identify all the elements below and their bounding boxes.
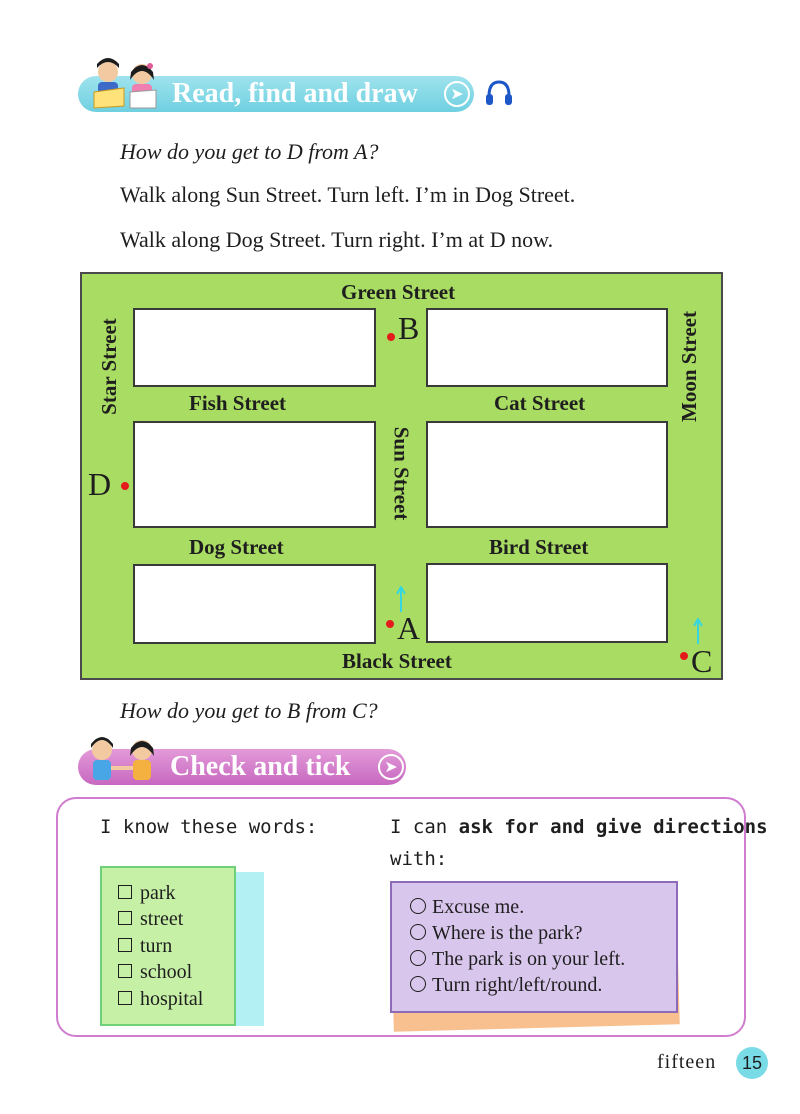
map-block — [426, 563, 668, 643]
point-a-dot — [386, 620, 394, 628]
phrase-item[interactable]: Where is the park? — [410, 922, 582, 945]
can-bold: ask for and give directions — [458, 816, 768, 838]
radio-circle[interactable] — [410, 950, 426, 966]
checkbox[interactable] — [118, 885, 132, 899]
street-label-sun: Sun Street — [389, 426, 414, 520]
checkbox[interactable] — [118, 991, 132, 1005]
point-c-label: C — [691, 643, 713, 679]
word-item[interactable]: hospital — [118, 988, 203, 1011]
phrase-item[interactable]: Excuse me. — [410, 896, 524, 919]
headphones-icon[interactable] — [484, 78, 514, 108]
radio-circle[interactable] — [410, 898, 426, 914]
word-item[interactable]: park — [118, 882, 176, 905]
arrow-up-icon — [693, 618, 703, 644]
street-label-moon: Moon Street — [676, 310, 701, 422]
word-item[interactable]: school — [118, 961, 192, 984]
word-item[interactable]: street — [118, 908, 183, 931]
map-block — [133, 564, 376, 644]
question-d-from-a: How do you get to D from A? — [120, 139, 379, 164]
words-heading: I know these words: — [100, 816, 318, 838]
phrase-item[interactable]: Turn right/left/round. — [410, 974, 602, 997]
word-item[interactable]: turn — [118, 935, 172, 958]
point-b-dot — [387, 333, 395, 341]
children-holding-hands-icon — [80, 736, 170, 792]
can-with: with: — [390, 848, 448, 870]
checkbox[interactable] — [118, 938, 132, 952]
street-label-black: Black Street — [342, 649, 452, 673]
page-word: fifteen — [657, 1051, 717, 1073]
point-d-dot — [121, 482, 129, 490]
play-arrow-icon[interactable]: ➤ — [444, 81, 470, 107]
map-block — [133, 308, 376, 387]
map-block — [133, 421, 376, 528]
street-label-bird: Bird Street — [489, 535, 589, 559]
section-title: Read, find and draw — [172, 78, 418, 109]
street-label-star: Star Street — [96, 317, 121, 415]
direction-sentence-2: Walk along Dog Street. Turn right. I’m at D now. — [120, 227, 554, 252]
street-label-green: Green Street — [341, 280, 456, 304]
point-a-label: A — [397, 610, 421, 646]
map-block — [426, 308, 668, 387]
children-reading-icon — [84, 58, 174, 114]
street-label-cat: Cat Street — [494, 391, 586, 415]
radio-circle[interactable] — [410, 976, 426, 992]
can-prefix: I can — [390, 816, 448, 838]
street-label-dog: Dog Street — [189, 535, 284, 559]
map-block — [426, 421, 668, 528]
page-number: 15 — [736, 1047, 768, 1079]
point-d-label: D — [88, 466, 112, 502]
play-arrow-icon[interactable]: ➤ — [378, 754, 404, 780]
direction-sentence-1: Walk along Sun Street. Turn left. I’m in Dog Street. — [120, 182, 576, 207]
can-heading — [390, 816, 768, 838]
checkbox[interactable] — [118, 964, 132, 978]
section-title: Check and tick — [170, 751, 351, 782]
point-b-label: B — [398, 310, 420, 346]
phrase-item[interactable]: The park is on your left. — [410, 948, 625, 971]
radio-circle[interactable] — [410, 924, 426, 940]
arrow-up-icon — [396, 586, 406, 612]
point-c-dot — [680, 652, 688, 660]
question-b-from-c: How do you get to B from C? — [120, 698, 378, 723]
checkbox[interactable] — [118, 911, 132, 925]
street-label-fish: Fish Street — [189, 391, 287, 415]
